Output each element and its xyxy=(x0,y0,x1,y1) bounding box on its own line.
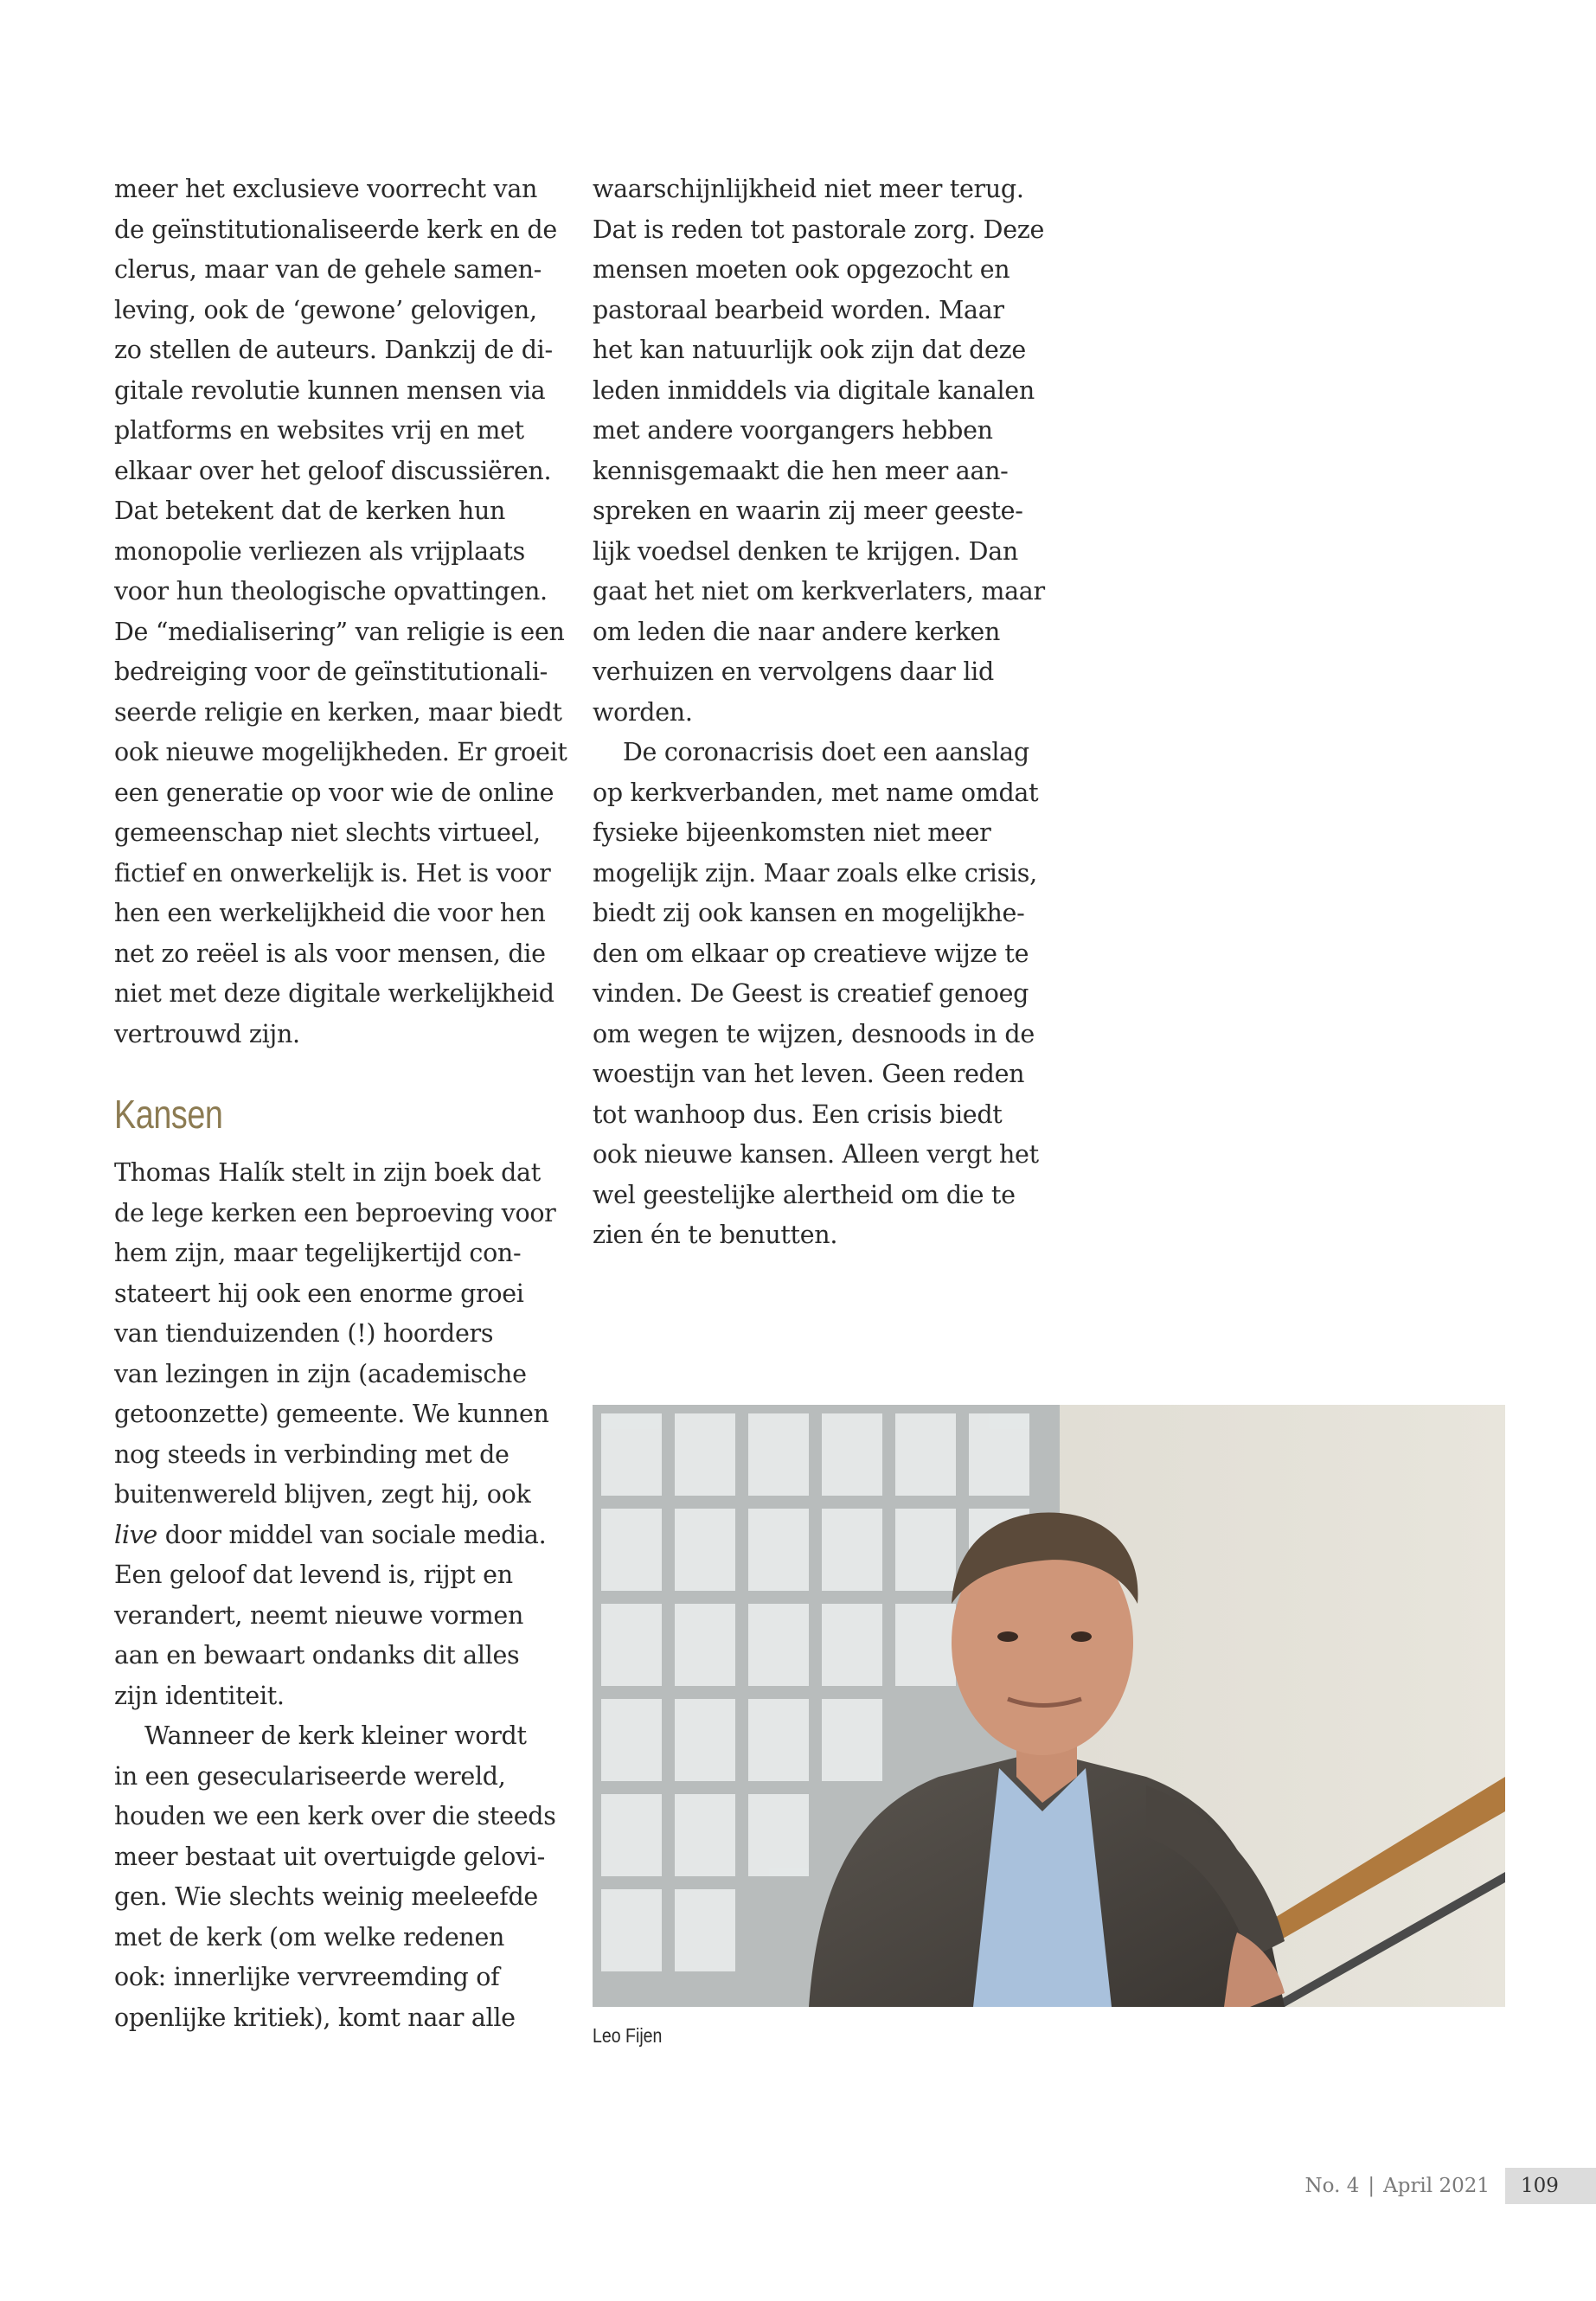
text-line: om leden die naar andere kerken xyxy=(593,617,1001,646)
text-line: platforms en websites vrij en met xyxy=(114,416,524,445)
text-line: leden inmiddels via digitale kanalen xyxy=(593,375,1035,405)
text-line: met andere voorgangers hebben xyxy=(593,416,993,445)
text-line: het kan natuurlijk ook zijn dat deze xyxy=(593,336,1026,364)
text-line: ook nieuwe kansen. Alleen vergt het xyxy=(593,1140,1039,1169)
text-line: niet met deze digitale werkelijkheid xyxy=(114,979,554,1008)
italic-live: live xyxy=(114,1520,157,1549)
text-line: de geïnstitutionaliseerde kerk en de xyxy=(114,215,557,244)
paragraph-halik xyxy=(114,1153,555,1716)
text-line: hen een werkelijkheid die voor hen xyxy=(114,899,546,927)
text-line: aan en bewaart ondanks dit alles xyxy=(114,1641,520,1670)
text-line: nog steeds in verbinding met de xyxy=(114,1439,510,1469)
text-line: gaat het niet om kerkverlaters, maar xyxy=(593,577,1045,606)
text-line: hem zijn, maar tegelijkertijd con- xyxy=(114,1239,522,1267)
text-line: mensen moeten ook opgezocht en xyxy=(593,255,1010,284)
paragraph-kleiner-kerk xyxy=(114,1716,555,2038)
text-line: den om elkaar op creatieve wijze te xyxy=(593,939,1029,968)
text-line: met de kerk (om welke redenen xyxy=(114,1922,505,1952)
text-line: verandert, neemt nieuwe vormen xyxy=(114,1600,524,1630)
page-footer xyxy=(1305,2168,1596,2204)
text-line: vertrouwd zijn. xyxy=(114,1019,300,1048)
text-line: getoonzette) gemeente. We kunnen xyxy=(114,1400,549,1428)
text-line: net zo reëel is als voor mensen, die xyxy=(114,939,546,968)
text-line: leving, ook de ‘gewone’ gelovigen, xyxy=(114,295,537,324)
text-line: verhuizen en vervolgens daar lid xyxy=(593,657,994,686)
paragraph-coronacrisis xyxy=(593,733,1039,1256)
text-line: zo stellen de auteurs. Dankzij de di- xyxy=(114,336,553,364)
text-line: buitenwereld blijven, zegt hij, ook xyxy=(114,1480,531,1509)
right-column xyxy=(593,170,1045,1256)
portrait-photo xyxy=(593,1405,1505,2007)
page-number: 109 xyxy=(1505,2168,1596,2204)
left-column xyxy=(114,170,567,2038)
footer-separator: | xyxy=(1368,2175,1375,2197)
text-line: worden. xyxy=(593,697,693,727)
text-line: monopolie verliezen als vrijplaats xyxy=(114,536,525,566)
text-line: van tienduizenden (!) hoorders xyxy=(114,1319,494,1348)
text-line: vinden. De Geest is creatief genoeg xyxy=(593,979,1029,1008)
text-line: woestijn van het leven. Geen reden xyxy=(593,1060,1025,1088)
text-line: Wanneer de kerk kleiner wordt xyxy=(144,1721,527,1750)
text-line: om wegen te wijzen, desnoods in de xyxy=(593,1019,1035,1048)
text-line: waarschijnlijkheid niet meer terug. xyxy=(593,175,1024,203)
text-line: Dat betekent dat de kerken hun xyxy=(114,497,506,525)
issue-number: No. 4 xyxy=(1304,2175,1360,2197)
text-line: lijk voedsel denken te krijgen. Dan xyxy=(593,536,1018,566)
text-line: zien én te benutten. xyxy=(593,1221,838,1249)
text-line: seerde religie en kerken, maar biedt xyxy=(114,697,562,727)
text-line: gemeenschap niet slechts virtueel, xyxy=(114,818,541,847)
text-line: De coronacrisis doet een aanslag xyxy=(623,738,1029,766)
text-line xyxy=(114,1516,555,1556)
text-line: op kerkverbanden, met name omdat xyxy=(593,778,1039,807)
text-line: Een geloof dat levend is, rijpt en xyxy=(114,1561,513,1589)
text-line: gitale revolutie kunnen mensen via xyxy=(114,375,546,405)
text-line: houden we een kerk over die steeds xyxy=(114,1802,556,1830)
text-line: mogelijk zijn. Maar zoals elke crisis, xyxy=(593,858,1037,888)
text-line: stateert hij ook een enorme groei xyxy=(114,1279,524,1308)
text-line: zijn identiteit. xyxy=(114,1681,285,1710)
text-line: voor hun theologische opvattingen. xyxy=(114,577,548,606)
text-line: ook: innerlijke vervreemding of xyxy=(114,1963,500,1991)
text-line: ook nieuwe mogelijkheden. Er groeit xyxy=(114,738,567,766)
text-line: spreken en waarin zij meer geeste- xyxy=(593,497,1023,525)
text-line: fictief en onwerkelijk is. Het is voor xyxy=(114,858,551,888)
text-line: meer bestaat uit overtuigde gelovi- xyxy=(114,1842,545,1871)
text-line: De “medialisering” van religie is een xyxy=(114,617,565,646)
text-line: pastoraal bearbeid worden. Maar xyxy=(593,295,1004,324)
text-line: tot wanhoop dus. Een crisis biedt xyxy=(593,1099,1003,1129)
photo-caption: Leo Fijen xyxy=(593,2024,663,2047)
text-line: kennisgemaakt die hen meer aan- xyxy=(593,456,1009,485)
text-line: Thomas Halík stelt in zijn boek dat xyxy=(114,1158,541,1187)
section-heading-kansen: Kansen xyxy=(114,1092,223,1137)
issue-date: April 2021 xyxy=(1383,2175,1490,2197)
text-line: bedreiging voor de geïnstitutionali- xyxy=(114,657,548,686)
text-line: een generatie op voor wie de online xyxy=(114,778,554,807)
text-line: meer het exclusieve voorrecht van xyxy=(114,175,538,203)
text-line: biedt zij ook kansen en mogelijkhe- xyxy=(593,899,1025,927)
text-fragment: door middel van sociale media. xyxy=(157,1520,547,1549)
text-line: Dat is reden tot pastorale zorg. Deze xyxy=(593,215,1045,244)
text-line: clerus, maar van de gehele samen- xyxy=(114,255,542,284)
text-line: openlijke kritiek), komt naar alle xyxy=(114,2003,516,2032)
paragraph-medialisering xyxy=(114,170,567,1054)
text-line: elkaar over het geloof discussiëren. xyxy=(114,456,552,485)
text-line: gen. Wie slechts weinig meeleefde xyxy=(114,1882,538,1911)
text-line: de lege kerken een beproeving voor xyxy=(114,1198,556,1227)
text-line: in een geseculariseerde wereld, xyxy=(114,1761,506,1791)
text-line: fysieke bijeenkomsten niet meer xyxy=(593,818,991,847)
text-line: van lezingen in zijn (academische xyxy=(114,1359,527,1388)
portrait-illustration xyxy=(593,1405,1505,2007)
paragraph-pastorale-zorg xyxy=(593,170,1045,733)
text-line: wel geestelijke alertheid om die te xyxy=(593,1180,1016,1209)
